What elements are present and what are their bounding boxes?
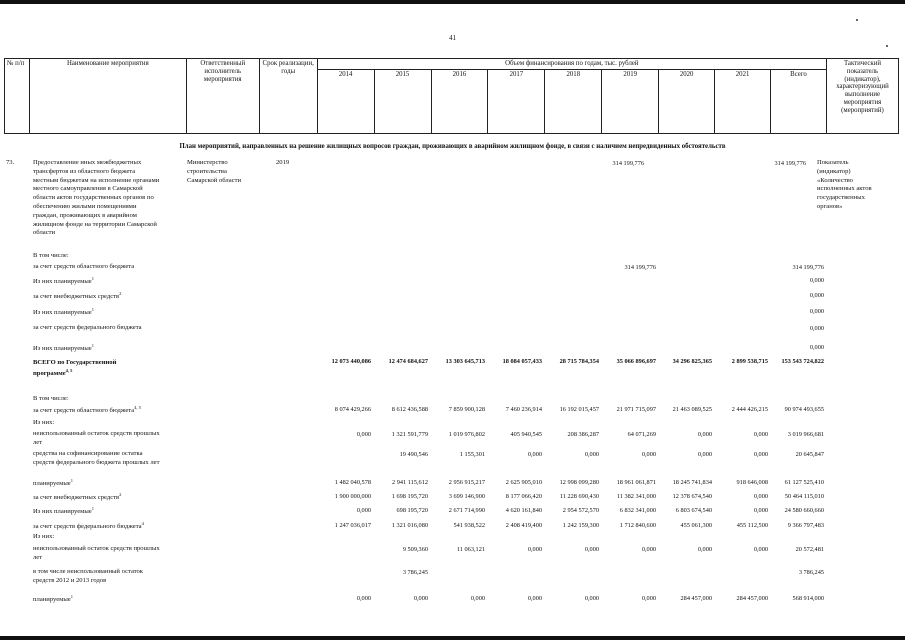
amount-cell: 8 177 066,420: [505, 493, 542, 500]
amount-cell: 1 698 195,720: [391, 493, 428, 500]
year-header: 2016: [431, 70, 488, 134]
table-header: [4, 58, 899, 134]
amount-cell: 0,000: [809, 277, 824, 284]
amount-cell: 8 612 436,588: [391, 406, 428, 413]
amount-cell: 0,000: [697, 431, 712, 438]
item-responsible-line: строительства: [187, 167, 227, 175]
year-header: 2021: [715, 70, 771, 134]
amount-cell: 12 474 684,627: [388, 358, 428, 365]
amount-cell: 64 071,269: [627, 431, 656, 438]
amount-cell: 541 938,522: [453, 522, 485, 529]
amount-cell: 455 061,300: [680, 522, 712, 529]
amount-cell: 0,000: [584, 595, 599, 602]
amount-cell: 61 127 525,410: [784, 479, 824, 486]
col-term-header: Срок реализации, годы: [259, 59, 317, 134]
item-name-line: обеспечению жилыми помещениями: [33, 203, 137, 210]
amount-cell: 1 712 840,600: [619, 522, 656, 529]
item-name-line: области актов государственных органов по: [33, 194, 154, 202]
item-number: 73.: [6, 159, 15, 166]
amount-cell: 7 859 900,128: [448, 406, 485, 413]
amount-cell: 18 245 741,834: [672, 479, 712, 486]
item-value-2019: 314 199,776: [612, 160, 644, 167]
amount-cell: 3 786,245: [798, 569, 824, 576]
row-label: за счет средств областного бюджета$^{4, 5}$: [33, 405, 141, 415]
year-header: Всего: [771, 70, 827, 134]
amount-cell: 0,000: [753, 546, 768, 553]
amount-cell: 0,000: [809, 308, 824, 315]
amount-cell: 19 490,546: [399, 451, 428, 458]
item-indicator-line: органов»: [817, 203, 843, 210]
amount-cell: 455 112,500: [736, 522, 768, 529]
scan-speck: [856, 19, 858, 21]
item-indicator-line: «Количество: [817, 176, 853, 184]
amount-cell: 9 366 797,483: [787, 522, 824, 529]
amount-cell: 0,000: [697, 546, 712, 553]
amount-cell: 314 199,776: [792, 264, 824, 271]
item-indicator-line: государственных: [817, 194, 865, 202]
amount-cell: 405 940,545: [510, 431, 542, 438]
amount-cell: 3 019 966,681: [787, 431, 824, 438]
amount-cell: 6 803 674,540: [675, 507, 712, 514]
amount-cell: 24 580 660,660: [784, 507, 824, 514]
row-label: Из них планируемые$^1$: [33, 343, 94, 353]
year-header: 2014: [317, 70, 374, 134]
page-number: 41: [449, 34, 456, 42]
item-responsible-line: Самарской области: [187, 176, 241, 184]
footnote-mark: 4, 5: [65, 368, 73, 373]
total-label: программе$^{4, 5}$: [33, 368, 73, 378]
year-header: 2015: [374, 70, 431, 134]
footnote-mark: 4: [141, 521, 144, 526]
footnote-mark: 1: [91, 343, 94, 348]
row-label: Из них:: [33, 533, 55, 540]
amount-cell: 3 786,245: [402, 569, 428, 576]
amount-cell: 0,000: [641, 546, 656, 553]
row-label: в том числе неиспользованный остаток: [33, 568, 144, 575]
amount-cell: 0,000: [356, 595, 371, 602]
row-label: Из них планируемые$^1$: [33, 307, 94, 317]
amount-cell: 18 961 061,871: [616, 479, 656, 486]
footnote-mark: 1: [70, 478, 73, 483]
row-label-cont: лет: [33, 553, 43, 561]
row-label: Из них:: [33, 419, 55, 426]
amount-cell: 21 971 715,097: [616, 406, 656, 413]
amount-cell: 16 192 015,457: [559, 406, 599, 413]
amount-cell: 0,000: [413, 595, 428, 602]
amount-cell: 1 321 591,779: [391, 431, 428, 438]
col-name-header: Наименование мероприятия: [29, 59, 186, 134]
amount-cell: 698 195,720: [396, 507, 428, 514]
row-label-cont: средств федерального бюджета прошлых лет: [33, 458, 160, 466]
amount-cell: 1 242 159,300: [562, 522, 599, 529]
item-name-line: граждан, проживающих в аварийном: [33, 211, 137, 219]
row-label: Из них планируемые$^1$: [33, 276, 94, 286]
amount-cell: 1 155,301: [459, 451, 485, 458]
item-name-line: области: [33, 229, 56, 237]
amount-cell: 0,000: [527, 451, 542, 458]
amount-cell: 1 247 036,017: [334, 522, 371, 529]
amount-cell: 2 444 426,215: [731, 406, 768, 413]
section-title: План мероприятий, направленных на решение жилищных вопросов граждан, проживающих в аварийном жилищном фонде, в связи с наличием непредвиденных обстоятельств: [179, 143, 726, 150]
amount-cell: 2 954 572,570: [562, 507, 599, 514]
row-label-cont: лет: [33, 438, 43, 446]
amount-cell: 11 382 341,000: [616, 493, 656, 500]
amount-cell: 1 482 040,578: [334, 479, 371, 486]
bottom-border: [0, 636, 905, 640]
amount-cell: 0,000: [753, 431, 768, 438]
amount-cell: 7 460 236,914: [505, 406, 542, 413]
row-label: за счет внебюджетных средств$^2$: [33, 291, 122, 301]
amount-cell: 1 321 016,080: [391, 522, 428, 529]
amount-cell: 4 620 161,840: [505, 507, 542, 514]
footnote-mark: 1: [91, 506, 94, 511]
amount-cell: 0,000: [470, 595, 485, 602]
amount-cell: 2 956 915,217: [448, 479, 485, 486]
amount-cell: 2 671 714,990: [448, 507, 485, 514]
footnote-mark: 1: [91, 276, 94, 281]
amount-cell: 284 457,000: [680, 595, 712, 602]
amount-cell: 0,000: [697, 451, 712, 458]
amount-cell: 8 074 429,266: [334, 406, 371, 413]
col-indicator-header: Тактический показатель (индикатор), характеризующий выполнение мероприятия (мероприятий): [826, 59, 898, 134]
amount-cell: 0,000: [641, 451, 656, 458]
amount-cell: 34 296 825,365: [672, 358, 712, 365]
amount-cell: 21 463 089,525: [672, 406, 712, 413]
footnote-mark: 1: [70, 594, 73, 599]
item-indicator-line: (индикатор): [817, 167, 851, 175]
amount-cell: 1 900 000,000: [334, 493, 371, 500]
amount-cell: 208 386,287: [567, 431, 599, 438]
amount-cell: 12 998 099,280: [559, 479, 599, 486]
amount-cell: 284 457,000: [736, 595, 768, 602]
col-funding-header: Объем финансирования по годам, тыс. рублей: [317, 59, 826, 70]
amount-cell: 2 625 905,010: [505, 479, 542, 486]
top-border: [0, 0, 905, 4]
amount-cell: 1 019 976,802: [448, 431, 485, 438]
item-indicator-line: Показатель: [817, 159, 849, 166]
item-term: 2019: [276, 159, 290, 166]
row-label: Из них планируемые$^1$: [33, 506, 94, 516]
total-label: ВСЕГО по Государственной: [33, 359, 117, 366]
amount-cell: 12 378 674,540: [672, 493, 712, 500]
scan-speck: [886, 45, 888, 47]
amount-cell: 3 699 146,900: [448, 493, 485, 500]
row-label: планируемые$^1$: [33, 478, 73, 488]
amount-cell: 6 832 341,000: [619, 507, 656, 514]
amount-cell: 568 914,000: [792, 595, 824, 602]
amount-cell: 35 066 896,697: [616, 358, 656, 365]
amount-cell: 11 063,121: [456, 546, 485, 553]
amount-cell: 0,000: [584, 546, 599, 553]
amount-cell: 50 464 115,010: [784, 493, 824, 500]
amount-cell: 0,000: [527, 595, 542, 602]
year-header: 2018: [545, 70, 602, 134]
amount-cell: 0,000: [356, 507, 371, 514]
row-label: за счет средств федерального бюджета: [33, 324, 142, 331]
year-header: 2017: [488, 70, 545, 134]
amount-cell: 0,000: [527, 546, 542, 553]
amount-cell: 2 941 115,612: [392, 479, 428, 486]
amount-cell: 2 408 419,400: [505, 522, 542, 529]
amount-cell: 0,000: [809, 292, 824, 299]
amount-cell: 0,000: [809, 325, 824, 332]
amount-cell: 2 899 538,715: [731, 358, 768, 365]
amount-cell: 0,000: [753, 507, 768, 514]
item-name-line: Предоставление иных межбюджетных: [33, 159, 142, 166]
amount-cell: 11 228 690,430: [559, 493, 599, 500]
amount-cell: 0,000: [809, 344, 824, 351]
footnote-mark: 2: [119, 291, 122, 296]
amount-cell: 20 572,481: [795, 546, 824, 553]
amount-cell: 918 646,008: [736, 479, 768, 486]
amount-cell: 153 543 724,822: [781, 358, 824, 365]
footnote-mark: 2: [119, 492, 122, 497]
amount-cell: 0,000: [641, 595, 656, 602]
row-label: В том числе:: [33, 395, 69, 402]
item-name-line: местного самоуправления в Самарской: [33, 185, 143, 193]
amount-cell: 0,000: [356, 431, 371, 438]
amount-cell: 12 073 440,086: [331, 358, 371, 365]
row-label: планируемые$^1$: [33, 594, 73, 604]
row-label: неиспользованный остаток средств прошлых: [33, 430, 160, 437]
item-name-line: местным бюджетам на исполнение органами: [33, 176, 160, 184]
item-value-total: 314 199,776: [774, 160, 806, 167]
footnote-mark: 1: [91, 307, 94, 312]
row-label: за счет средств федерального бюджета$^4$: [33, 521, 144, 531]
item-name-line: трансфертов из областного бюджета: [33, 167, 136, 175]
year-header: 2020: [659, 70, 715, 134]
amount-cell: 13 303 645,713: [445, 358, 485, 365]
item-responsible-line: Министерство: [187, 159, 228, 166]
amount-cell: 20 645,847: [795, 451, 824, 458]
item-indicator-line: исполненных актов: [817, 185, 872, 193]
amount-cell: 18 084 057,433: [502, 358, 542, 365]
amount-cell: 0,000: [753, 451, 768, 458]
year-header: 2019: [602, 70, 659, 134]
col-responsible-header: Ответственный исполнитель мероприятия: [186, 59, 259, 134]
amount-cell: 0,000: [584, 451, 599, 458]
col-number-header: № п/п: [5, 59, 30, 134]
footnote-mark: 4, 5: [134, 405, 141, 410]
row-label-cont: средств 2012 и 2013 годов: [33, 576, 107, 584]
amount-cell: 90 974 493,655: [784, 406, 824, 413]
row-label: за счет средств областного бюджета: [33, 263, 135, 270]
amount-cell: 314 199,776: [624, 264, 656, 271]
item-name-line: жилищном фонде на территории Самарской: [33, 220, 157, 228]
row-label: неиспользованный остаток средств прошлых: [33, 545, 160, 552]
amount-cell: 28 715 784,354: [559, 358, 599, 365]
row-label: средства на софинансирование остатка: [33, 450, 143, 457]
amount-cell: 9 509,360: [402, 546, 428, 553]
amount-cell: 0,000: [753, 493, 768, 500]
row-label: В том числе:: [33, 252, 69, 259]
row-label: за счет внебюджетных средств$^2$: [33, 492, 122, 502]
